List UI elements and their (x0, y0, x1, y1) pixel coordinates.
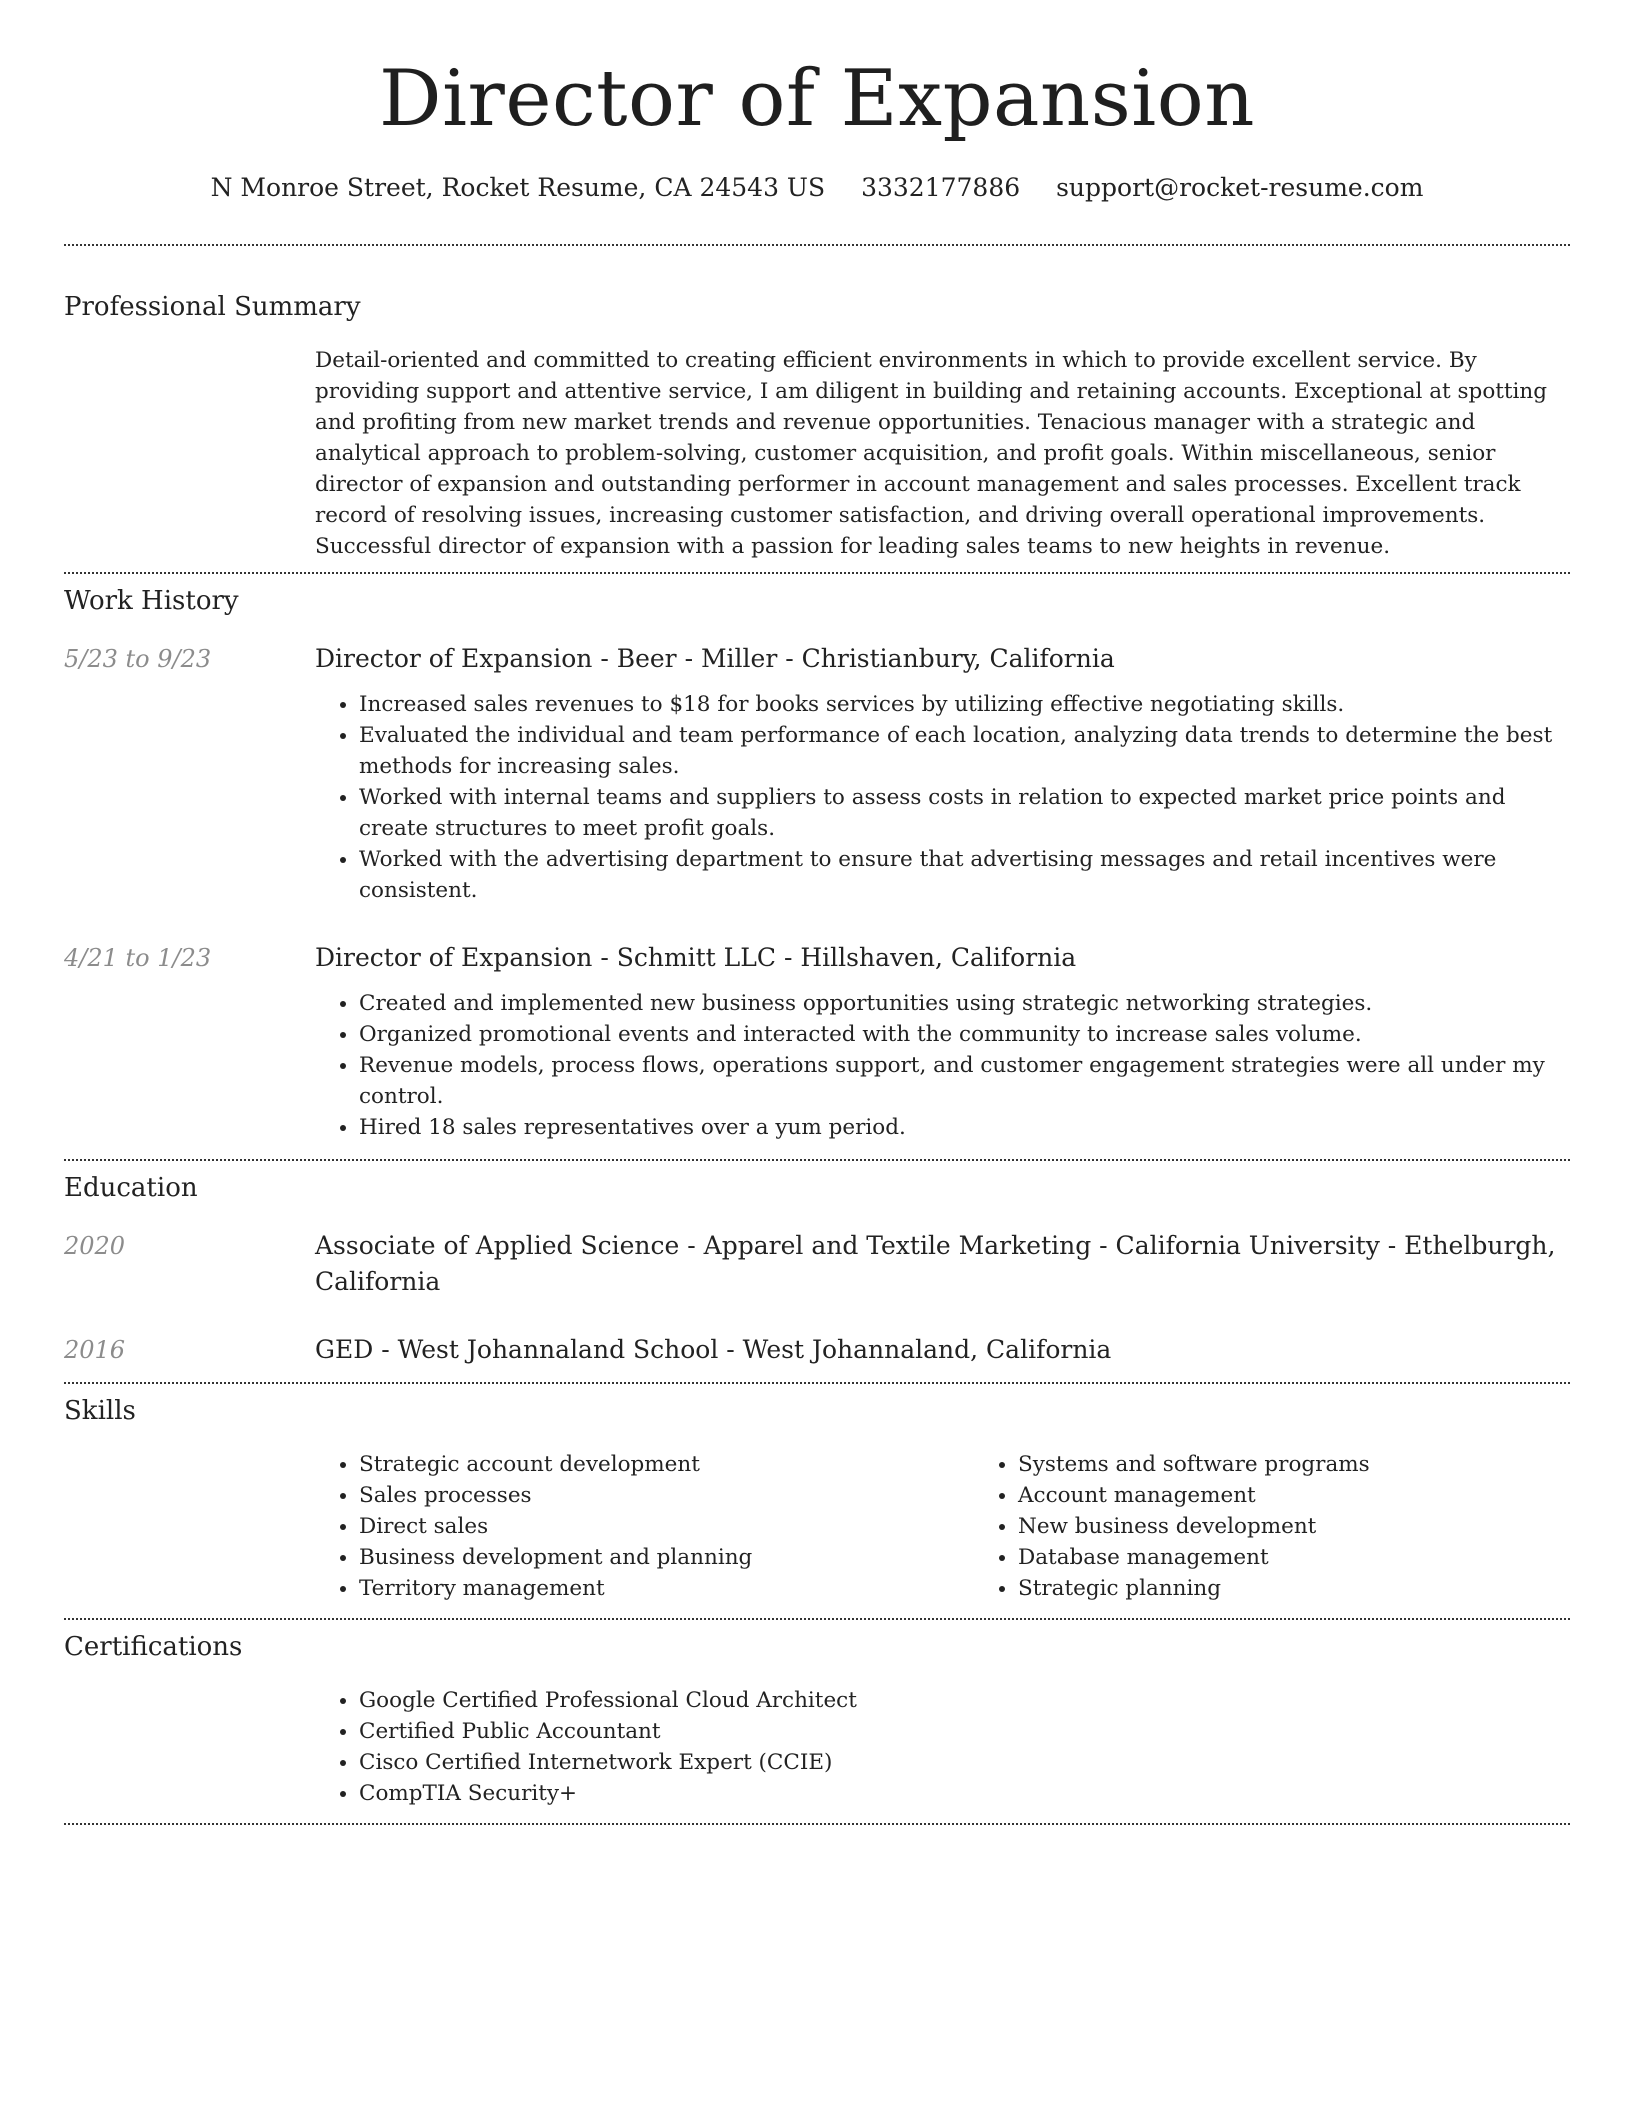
certification-item: • Cisco Certified Internetwork Expert (CCIE) (359, 1747, 1570, 1778)
skills-grid (315, 1449, 1570, 1604)
certification-item: • Certified Public Accountant (359, 1716, 1570, 1747)
skill-item: • Direct sales (359, 1511, 974, 1542)
summary-text: Detail-oriented and committed to creating efficient environments in which to provide excellent service. By providing support and attentive service, I am diligent in building and retaining accounts. Exceptional at spotting and profiting from new market trends and revenue opportunities. Tenacious manager with a strategic and analytical approach to problem-solving, customer acquisition, and profit goals. Within miscellaneous, senior director of expansion and outstanding performer in account management and sales processes. Excellent track record of resolving issues, increasing customer satisfaction, and driving overall operational improvements. Successful director of expansion with a passion for leading sales teams to new heights in revenue. (315, 348, 1548, 559)
education-title: GED - West Johannaland School - West Johannaland, California (315, 1335, 1112, 1364)
skill-item: • Strategic account development (359, 1449, 974, 1480)
section-education (64, 1170, 1570, 1368)
section-work-history (64, 583, 1570, 1143)
job-bullet: • Created and implemented new business opportunities using strategic networking strategies. (359, 988, 1570, 1019)
skill-item: • Strategic planning (1018, 1573, 1632, 1604)
job-bullet: • Evaluated the individual and team performance of each location, analyzing data trends to determine the best methods for increasing sales. (359, 720, 1570, 782)
skill-item: • Territory management (359, 1573, 974, 1604)
job-entry (64, 641, 1570, 906)
job-bullets (315, 689, 1570, 906)
job-bullet: • Hired 18 sales representatives over a yum period. (359, 1112, 1570, 1143)
section-title-skills: Skills (64, 1396, 136, 1426)
skill-item: • Database management (1018, 1542, 1632, 1573)
skill-item: • Systems and software programs (1018, 1449, 1632, 1480)
section-summary (64, 289, 1570, 562)
divider-work (64, 1159, 1570, 1161)
job-date: 5/23 to 9/23 (64, 645, 212, 673)
education-date: 2020 (64, 1232, 126, 1260)
job-bullet: • Revenue models, process flows, operations support, and customer engagement strategies were all under my control. (359, 1050, 1570, 1112)
section-title-summary: Professional Summary (64, 292, 361, 322)
section-skills (64, 1393, 1570, 1604)
job-bullet: • Worked with the advertising department to ensure that advertising messages and retail incentives were consistent. (359, 844, 1570, 906)
skill-item: • Sales processes (359, 1480, 974, 1511)
candidate-name: Director of Expansion (379, 54, 1255, 144)
skills-column-right (974, 1449, 1632, 1604)
job-bullets (315, 988, 1570, 1143)
certifications-list (315, 1685, 1570, 1809)
divider-summary (64, 572, 1570, 574)
skill-item: • New business development (1018, 1511, 1632, 1542)
section-title-education: Education (64, 1173, 198, 1203)
contact-email: support@rocket-resume.com (1056, 173, 1424, 202)
divider-certifications (64, 1823, 1570, 1825)
section-title-work: Work History (64, 586, 239, 616)
job-bullet: • Worked with internal teams and suppliers to assess costs in relation to expected market price points and create structures to meet profit goals. (359, 782, 1570, 844)
certification-item: • CompTIA Security+ (359, 1778, 1570, 1809)
education-date: 2016 (64, 1336, 126, 1364)
contact-line (64, 170, 1570, 206)
divider-education (64, 1382, 1570, 1384)
skill-item: • Account management (1018, 1480, 1632, 1511)
job-date: 4/21 to 1/23 (64, 944, 212, 972)
divider-skills (64, 1618, 1570, 1620)
section-title-certifications: Certifications (64, 1632, 243, 1662)
education-entry (64, 1228, 1570, 1300)
job-bullet: • Organized promotional events and interacted with the community to increase sales volume. (359, 1019, 1570, 1050)
job-bullet: • Increased sales revenues to $18 for books services by utilizing effective negotiating skills. (359, 689, 1570, 720)
job-title: Director of Expansion - Schmitt LLC - Hillshaven, California (315, 943, 1077, 972)
skill-item: • Business development and planning (359, 1542, 974, 1573)
skills-column-left (315, 1449, 974, 1604)
job-entry (64, 940, 1570, 1143)
education-title: Associate of Applied Science - Apparel and Textile Marketing - California University - Ethelburgh, California (315, 1231, 1556, 1296)
contact-phone: 3332177886 (861, 173, 1021, 202)
job-title: Director of Expansion - Beer - Miller - Christianbury, California (315, 644, 1115, 673)
certification-item: • Google Certified Professional Cloud Architect (359, 1685, 1570, 1716)
education-entry (64, 1332, 1570, 1368)
section-certifications (64, 1629, 1570, 1809)
resume-page (64, 0, 1570, 1825)
contact-address: N Monroe Street, Rocket Resume, CA 24543 US (210, 173, 826, 202)
divider-header (64, 244, 1570, 246)
